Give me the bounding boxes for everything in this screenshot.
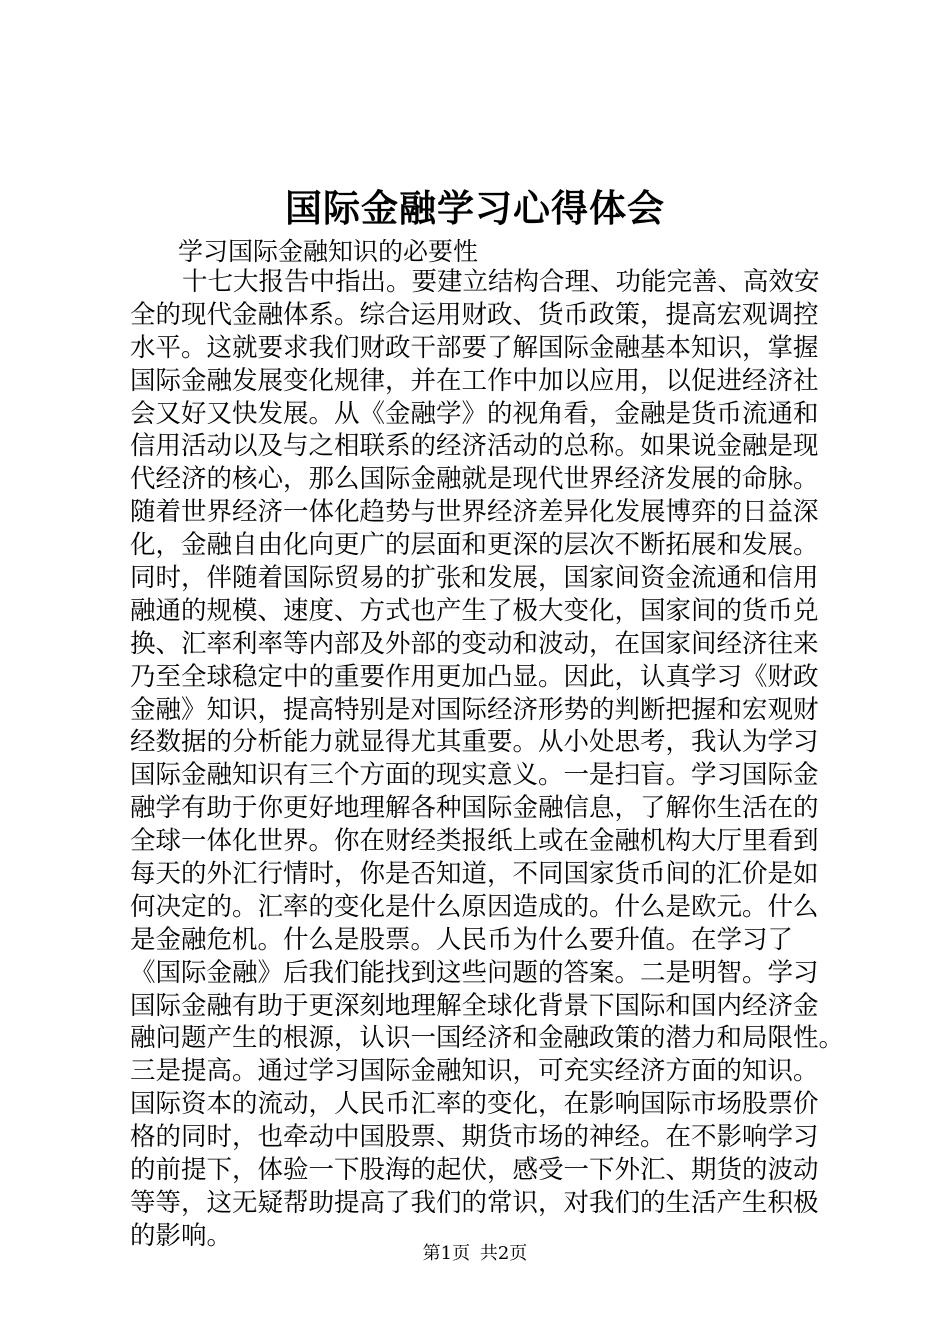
body-line: 随着世界经济一体化趋势与世界经济差异化发展博弈的日益深 bbox=[130, 497, 819, 528]
body-text bbox=[130, 266, 860, 1253]
body-line: 化，金融自由化向更广的层面和更深的层次不断拓展和发展。 bbox=[130, 530, 819, 561]
body-line: 的前提下，体验一下股海的起伏，感受一下外汇、期货的波动 bbox=[130, 1155, 819, 1186]
body-line: 会又好又快发展。从《金融学》的视角看，金融是货币流通和 bbox=[130, 398, 819, 429]
body-line: 是金融危机。什么是股票。人民币为什么要升值。在学习了 bbox=[130, 924, 794, 955]
page-footer bbox=[0, 1241, 950, 1267]
body-line: 国际金融发展变化规律，并在工作中加以应用，以促进经济社 bbox=[130, 365, 819, 396]
body-line: 格的同时，也牵动中国股票、期货市场的神经。在不影响学习 bbox=[130, 1122, 819, 1153]
body-line: 融学有助于你更好地理解各种国际金融信息，了解你生活在的 bbox=[130, 793, 819, 824]
body-line: 十七大报告中指出。要建立结构合理、功能完善、高效安 bbox=[182, 267, 820, 297]
body-line: 乃至全球稳定中的重要作用更加凸显。因此，认真学习《财政 bbox=[130, 661, 819, 692]
body-line: 水平。这就要求我们财政干部要了解国际金融基本知识，掌握 bbox=[130, 332, 819, 363]
document-title: 国际金融学习心得体会 bbox=[285, 186, 665, 230]
body-line: 融问题产生的根源，认识一国经济和金融政策的潜力和局限性。 bbox=[130, 1023, 845, 1054]
body-line: 融通的规模、速度、方式也产生了极大变化，国家间的货币兑 bbox=[130, 595, 819, 626]
body-line: 等等，这无疑帮助提高了我们的常识，对我们的生活产生积极 bbox=[130, 1187, 819, 1218]
page-total: 共2页 bbox=[479, 1243, 528, 1264]
body-line: 国际资本的流动，人民币汇率的变化，在影响国际市场股票价 bbox=[130, 1089, 819, 1120]
body-line: 的影响。 bbox=[130, 1220, 233, 1251]
body-line: 每天的外汇行情时，你是否知道，不同国家货币间的汇价是如 bbox=[130, 859, 819, 890]
body-line: 三是提高。通过学习国际金融知识，可充实经济方面的知识。 bbox=[130, 1056, 819, 1087]
body-line: 经数据的分析能力就显得尤其重要。从小处思考，我认为学习 bbox=[130, 727, 819, 758]
body-line: 信用活动以及与之相联系的经济活动的总称。如果说金融是现 bbox=[130, 431, 819, 462]
body-line: 全的现代金融体系。综合运用财政、货币政策，提高宏观调控 bbox=[130, 299, 819, 330]
body-line: 金融》知识，提高特别是对国际经济形势的判断把握和宏观财 bbox=[130, 694, 819, 725]
body-line: 全球一体化世界。你在财经类报纸上或在金融机构大厅里看到 bbox=[130, 826, 819, 857]
body-line: 《国际金融》后我们能找到这些问题的答案。二是明智。学习 bbox=[130, 957, 819, 988]
page-number: 第1页 bbox=[422, 1243, 471, 1264]
section-heading: 学习国际金融知识的必要性 bbox=[178, 237, 479, 266]
body-line: 国际金融知识有三个方面的现实意义。一是扫盲。学习国际金 bbox=[130, 760, 819, 791]
body-line: 换、汇率利率等内部及外部的变动和波动，在国家间经济往来 bbox=[130, 628, 819, 659]
body-line: 国际金融有助于更深刻地理解全球化背景下国际和国内经济金 bbox=[130, 990, 819, 1021]
body-line: 代经济的核心，那么国际金融就是现代世界经济发展的命脉。 bbox=[130, 464, 819, 495]
body-line: 同时，伴随着国际贸易的扩张和发展，国家间资金流通和信用 bbox=[130, 563, 819, 594]
body-line: 何决定的。汇率的变化是什么原因造成的。什么是欧元。什么 bbox=[130, 891, 819, 922]
